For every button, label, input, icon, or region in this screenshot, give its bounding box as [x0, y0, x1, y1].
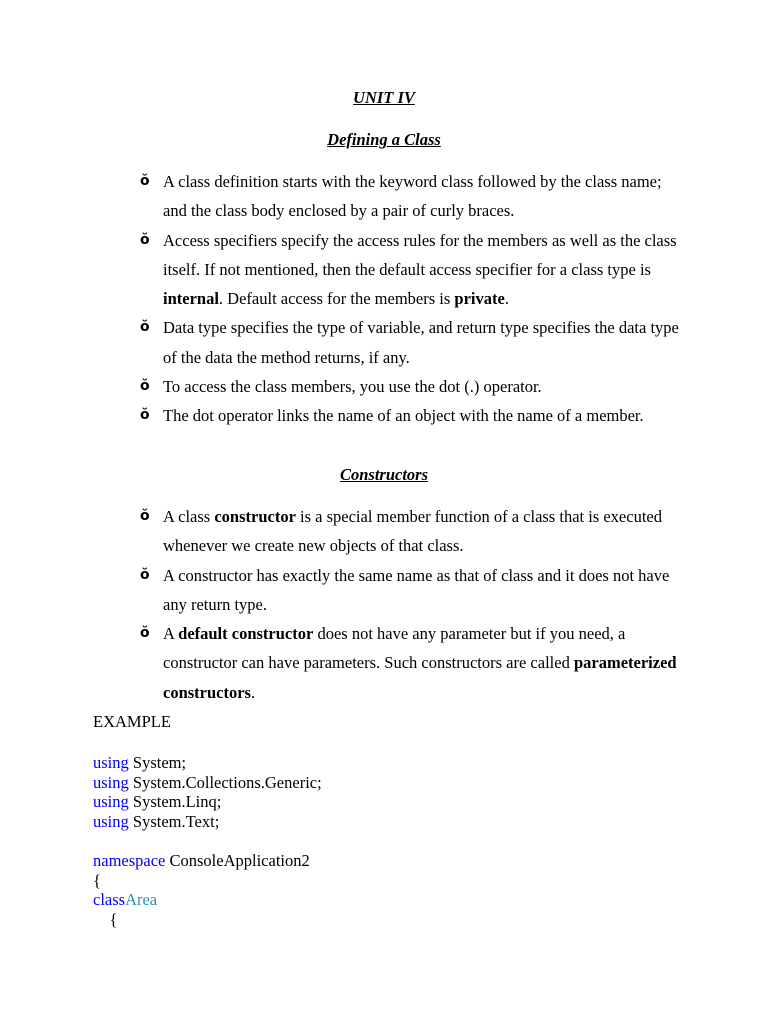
example-label: EXAMPLE: [93, 712, 171, 731]
bullet-icon: ŏ: [140, 566, 150, 583]
bullet-icon: ŏ: [140, 625, 150, 642]
list-item-text: A constructor has exactly the same name as that of class and it does not have any return type.: [163, 565, 670, 614]
code-line: [93, 890, 310, 910]
code-line: [93, 871, 310, 891]
bullet-icon: ŏ: [140, 173, 150, 189]
list-item-text: The dot operator links the name of an object with the name of a member.: [163, 406, 644, 426]
code-line: [93, 753, 322, 773]
list-item-text: .: [250, 682, 256, 702]
code-line: [93, 792, 322, 812]
bullet-icon: ŏ: [140, 407, 150, 424]
list-item: [140, 372, 680, 401]
list-item: [140, 619, 680, 707]
code-text: System;: [128, 753, 187, 772]
code-line: [93, 910, 310, 930]
code-text: {: [93, 870, 101, 890]
code-line: [93, 851, 310, 871]
keyword-parameterized-constructors: parameterized constructors: [163, 653, 677, 702]
code-keyword: using: [93, 792, 129, 812]
code-keyword: using: [93, 753, 129, 772]
list-item-text: is a special member function of a class that is executed whenever we create new objects of that class.: [163, 507, 662, 556]
list-item-text: A class: [163, 507, 215, 526]
bullet-icon: ŏ: [140, 378, 150, 395]
bullet-icon: ŏ: [140, 231, 150, 248]
code-type-name: Area: [125, 890, 158, 910]
bullet-list-constructors: [140, 502, 680, 707]
list-item-text: .: [504, 289, 509, 309]
bullet-icon: ŏ: [140, 508, 150, 524]
list-item: [140, 502, 680, 561]
list-item-text: does not have any parameter but if you need, a constructor can have parameters. Such constructors are called: [163, 624, 626, 673]
list-item: [140, 561, 680, 620]
code-text: {: [93, 909, 118, 929]
list-item-text: A class definition starts with the keyword class followed by the class name; and the class body enclosed by a pair of curly braces.: [163, 172, 662, 221]
code-line: [93, 812, 322, 832]
code-text: System.Linq;: [128, 792, 222, 812]
list-item-text: Access specifiers specify the access rules for the members as well as the class itself. If not mentioned, then the default access specifier for a class type is: [163, 230, 677, 279]
code-keyword: class: [93, 890, 126, 910]
section-heading-defining-class: Defining a Class: [327, 130, 441, 149]
code-text: ConsoleApplication2: [165, 851, 310, 870]
code-block-using: [93, 753, 322, 831]
list-item-text: . Default access for the members is: [218, 289, 455, 309]
list-item: [140, 167, 680, 226]
code-block-namespace: [93, 851, 310, 929]
list-item-text: A: [163, 624, 179, 644]
code-text: System.Collections.Generic;: [128, 772, 322, 792]
list-item: [140, 401, 680, 430]
keyword-private: private: [454, 289, 505, 309]
bullet-icon: ŏ: [140, 319, 150, 336]
code-keyword: using: [93, 772, 129, 792]
unit-title: UNIT IV: [353, 88, 415, 107]
code-keyword: namespace: [93, 851, 166, 870]
code-keyword: using: [93, 811, 129, 831]
list-item: [140, 313, 680, 372]
bullet-list-class: [140, 167, 680, 431]
list-item-text: To access the class members, you use the dot (.) operator.: [163, 377, 542, 397]
list-item: [140, 226, 680, 314]
keyword-internal: internal: [163, 289, 219, 309]
list-item-text: Data type specifies the type of variable, and return type specifies the data type of the data the method returns, if any.: [163, 318, 679, 367]
section-heading-constructors: Constructors: [339, 465, 429, 484]
keyword-default-constructor: default constructor: [178, 624, 314, 644]
code-line: [93, 773, 322, 793]
keyword-constructor: constructor: [214, 507, 296, 526]
code-text: System.Text;: [128, 811, 220, 831]
